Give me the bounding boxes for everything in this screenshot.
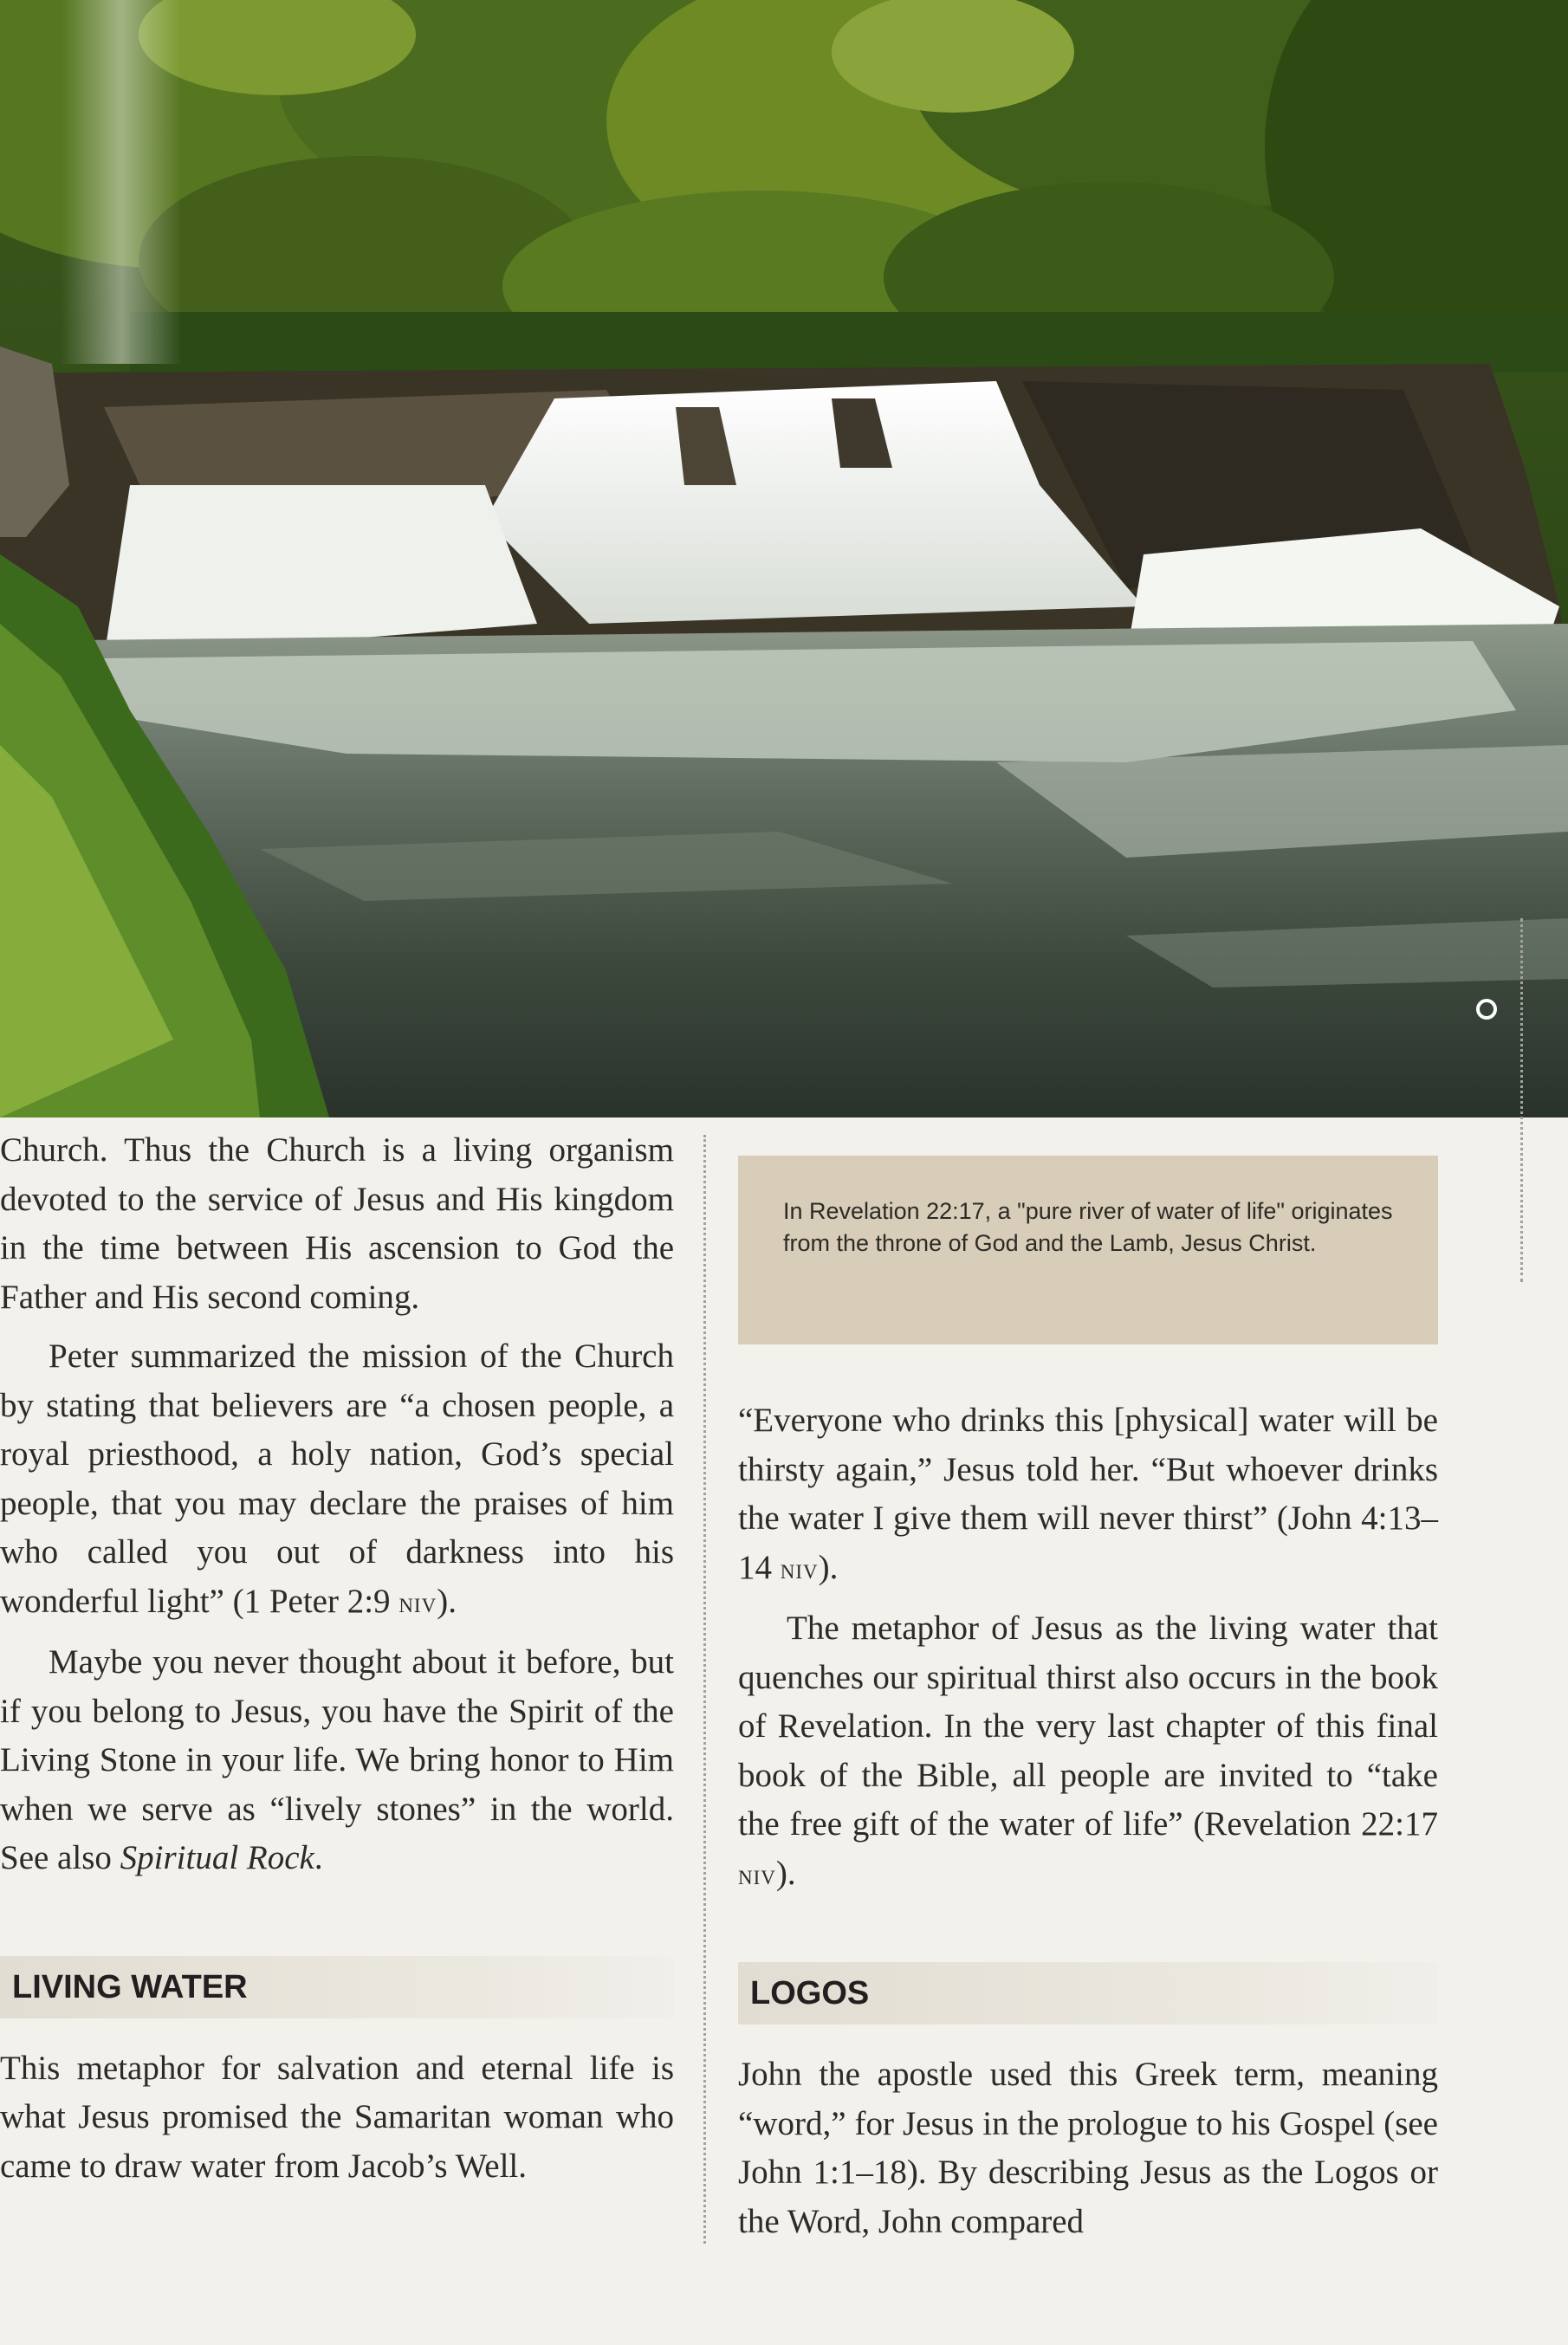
paragraph-everyone: “Everyone who drinks this [physical] water will be thirsty again,” Jesus told her. “But whoever drinks the water I give them will never thirst” (John 4:13–14 niv).: [738, 1402, 1438, 1586]
section-heading-logos: LOGOS: [738, 1962, 1438, 2024]
waterfall-photo: [0, 0, 1568, 1117]
section-heading-living-water: LIVING WATER: [0, 1956, 674, 2018]
column-divider: [703, 1135, 706, 2244]
bible-version-abbrev: niv: [738, 1859, 776, 1891]
right-column: [738, 1126, 1438, 2322]
left-column: [0, 1126, 674, 2322]
paragraph-church: Church. Thus the Church is a living organism devoted to the service of Jesus and His kingdom in the time between His ascension to God the Father and His second coming.: [0, 1131, 674, 1316]
paragraph-logos: John the apostle used this Greek term, meaning “word,” for Jesus in the prologue to his Gospel (see John 1:1–18). By describing Jesus as the Logos or the Word, John compared: [738, 2056, 1438, 2240]
photo-caption: In Revelation 22:17, a "pure river of water of life" originates from the throne of God and the Lamb, Jesus Christ.: [738, 1156, 1438, 1344]
bible-version-abbrev: niv: [780, 1553, 819, 1585]
photo-indicator-dot: [1476, 999, 1497, 1020]
bible-version-abbrev: niv: [398, 1587, 437, 1619]
cross-reference: Spiritual Rock: [120, 1839, 314, 1876]
page-edge-rule: [1520, 918, 1523, 1282]
paragraph-metaphor: The metaphor of Jesus as the living water that quenches our spiritual thirst also occurs in the book of Revelation. In the very last chapter of this final book of the Bible, all people are invited to “take the free gift of the water of life” (Revelation 22:17 niv).: [738, 1610, 1438, 1892]
paragraph-living-stone: Maybe you never thought about it before, but if you belong to Jesus, you have the Spirit of the Living Stone in your life. We bring honor to Him when we serve as “lively stones” in the world. See also Spiritual Rock.: [0, 1643, 674, 1876]
paragraph-peter: Peter summarized the mission of the Church by stating that believers are “a chosen people, a royal priesthood, a holy nation, God’s special people, that you may declare the praises of him who called you out of darkness into his wonderful light” (1 Peter 2:9 niv).: [0, 1338, 674, 1620]
paragraph-living-water: This metaphor for salvation and eternal life is what Jesus promised the Samaritan woman who came to draw water from Jacob’s Well.: [0, 2049, 674, 2185]
waterfall-photo-art: [0, 0, 1568, 1117]
